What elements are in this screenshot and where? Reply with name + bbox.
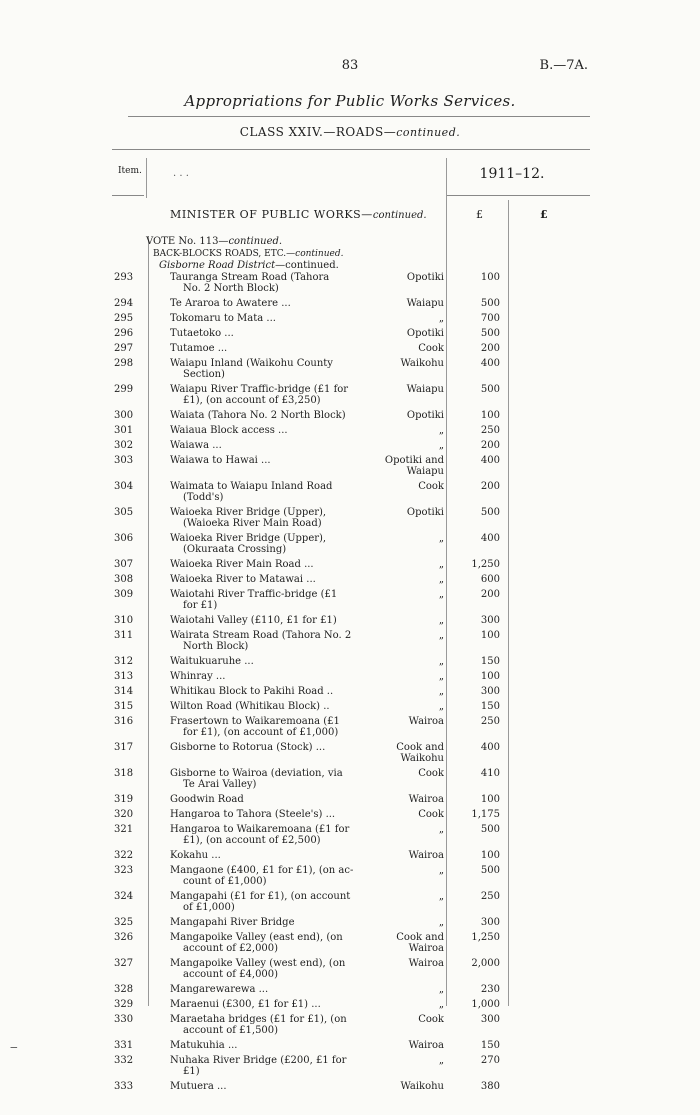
item-description-line: Mangapoike Valley (west end), (on [170,958,346,969]
item-description [170,917,375,928]
item-district [378,272,444,283]
item-number: 327 [114,958,134,969]
item-number: 328 [114,984,134,995]
item-amount: 100 [480,794,500,805]
item-amount: 230 [480,984,500,995]
page-title: Appropriations for Public Works Services. [184,92,516,110]
item-amount: 100 [480,630,500,641]
item-district [378,358,444,369]
item-description [170,455,375,466]
item-number: 314 [114,686,134,697]
item-district [378,671,444,682]
item-district [378,615,444,626]
item-description-line: Waiapu Inland (Waikohu County [170,358,333,369]
item-description-line: Maraetaha bridges (£1 for £1), (on [170,1014,347,1025]
item-column-rule [146,158,147,198]
item-district [378,313,444,324]
item-column-header: Item. [118,166,142,176]
currency-symbol-2: £ [540,208,548,221]
item-district [378,425,444,436]
subvote-heading-main: BACK-BLOCKS ROADS, ETC.— [153,249,296,259]
item-district [378,1014,444,1025]
item-amount: 200 [480,440,500,451]
item-amount: 2,000 [471,958,500,969]
item-amount: 300 [480,1014,500,1025]
item-district [378,794,444,805]
item-description-line: Te Araroa to Awatere ... [170,298,291,309]
item-description-line: Waioeka River Main Road ... [170,559,314,570]
item-description-line: Waioeka River to Matawai ... [170,574,316,585]
item-district-line: Cook [418,768,444,779]
item-number: 296 [114,328,134,339]
item-district [378,630,444,641]
page-number: 83 [341,58,359,73]
item-district-line: „ [438,313,444,324]
item-number: 293 [114,272,134,283]
item-amount: 410 [480,768,500,779]
item-description-continuation: of £1,000) [183,902,235,913]
item-description [170,1014,375,1036]
item-description-line: Waiotahi River Traffic-bridge (£1 [170,589,338,600]
item-description [170,768,375,790]
item-description [170,701,375,712]
district-heading-main: Gisborne Road District [159,260,276,271]
vote-heading-main: VOTE No. 113— [146,236,229,247]
item-amount: 100 [480,850,500,861]
item-district-line: „ [438,686,444,697]
item-description-line: Whitikau Block to Pakihi Road .. [170,686,334,697]
item-number: 333 [114,1081,134,1092]
item-amount: 500 [480,865,500,876]
item-district-line-2: Waikohu [400,753,444,764]
item-description-continuation: £1), (on account of £3,250) [183,395,321,406]
item-description-line: Goodwin Road [170,794,244,805]
item-district [378,455,444,477]
item-amount: 500 [480,384,500,395]
item-description [170,630,375,652]
item-number: 305 [114,507,134,518]
class-heading-continued: continued. [396,126,461,139]
item-description [170,358,375,380]
item-district [378,809,444,820]
item-district-line: „ [438,656,444,667]
item-district [378,410,444,421]
item-district [378,701,444,712]
item-description-continuation: account of £2,000) [183,943,279,954]
item-number: 311 [114,630,134,641]
item-description [170,742,375,753]
item-description-line: Kokahu ... [170,850,221,861]
item-amount: 200 [480,481,500,492]
item-district [378,298,444,309]
item-description-line: Hangaroa to Tahora (Steele's) ... [170,809,336,820]
item-district [378,559,444,570]
item-description-line: Mangapahi River Bridge [170,917,295,928]
item-amount: 500 [480,328,500,339]
amount-column-rule [508,200,509,1006]
item-number: 323 [114,865,134,876]
item-description-line: Mutuera ... [170,1081,227,1092]
item-amount: 100 [480,410,500,421]
item-district [378,984,444,995]
item-amount: 1,250 [471,559,500,570]
item-district [378,574,444,585]
item-description [170,656,375,667]
item-number: 329 [114,999,134,1010]
item-amount: 1,175 [471,809,500,820]
item-description-line: Maraenui (£300, £1 for £1) ... [170,999,321,1010]
item-description-line: Mangarewarewa ... [170,984,269,995]
item-district [378,533,444,544]
item-district [378,656,444,667]
item-amount: 200 [480,589,500,600]
item-district-line: Wairoa [408,1040,444,1051]
item-number: 297 [114,343,134,354]
item-district [378,1055,444,1066]
item-number: 304 [114,481,134,492]
item-description [170,481,375,503]
district-heading [159,260,339,272]
item-amount: 150 [480,701,500,712]
item-description-continuation: (Todd's) [183,492,224,503]
item-district-line: Cook [418,343,444,354]
item-description [170,1055,375,1077]
class-rule [112,149,590,150]
item-description-continuation: Section) [183,369,225,380]
item-description-line: Waiawa ... [170,440,222,451]
item-description-line: Tokomaru to Mata ... [170,313,276,324]
item-amount: 500 [480,298,500,309]
item-description [170,272,375,294]
item-district-line: Cook and [396,742,444,753]
item-description [170,1081,375,1092]
item-description [170,440,375,451]
item-district [378,850,444,861]
item-description-line: Gisborne to Wairoa (deviation, via [170,768,343,779]
item-amount: 400 [480,533,500,544]
item-description-continuation: North Block) [183,641,249,652]
item-description-line: Waiapu River Traffic-bridge (£1 for [170,384,349,395]
item-description [170,328,375,339]
minister-heading-main: MINISTER OF PUBLIC WORKS— [170,208,373,221]
item-description-line: Waioeka River Bridge (Upper), [170,507,327,518]
item-district-line: „ [438,671,444,682]
item-district-line: „ [438,865,444,876]
item-number: 313 [114,671,134,682]
item-number: 325 [114,917,134,928]
item-district-line: Waikohu [400,1081,444,1092]
item-district [378,589,444,600]
item-number: 322 [114,850,134,861]
item-number: 330 [114,1014,134,1025]
item-district [378,343,444,354]
item-description-continuation: for £1) [183,600,218,611]
item-number: 312 [114,656,134,667]
item-district-line: Wairoa [408,794,444,805]
item-district [378,865,444,876]
item-district-line: Opotiki [406,410,444,421]
item-description [170,574,375,585]
item-district [378,932,444,954]
item-number: 324 [114,891,134,902]
item-district-line: Opotiki [406,272,444,283]
item-description [170,850,375,861]
item-number: 319 [114,794,134,805]
class-heading [0,125,700,139]
item-description-line: Tutamoe ... [170,343,228,354]
item-number: 332 [114,1055,134,1066]
item-district-line: Waikohu [400,358,444,369]
item-description-continuation: (Waioeka River Main Road) [183,518,322,529]
item-description [170,298,375,309]
item-amount: 300 [480,615,500,626]
item-number: 317 [114,742,134,753]
item-district-line: „ [438,425,444,436]
item-description [170,984,375,995]
item-amount: 600 [480,574,500,585]
item-amount: 200 [480,343,500,354]
item-district [378,440,444,451]
item-district [378,384,444,395]
item-district-line: „ [438,574,444,585]
item-amount: 250 [480,425,500,436]
item-district-line: „ [438,440,444,451]
item-description-continuation: £1) [183,1066,200,1077]
item-amount: 150 [480,656,500,667]
item-amount: 250 [480,716,500,727]
item-description [170,384,375,406]
item-description-line: Nuhaka River Bridge (£200, £1 for [170,1055,347,1066]
item-description [170,410,375,421]
item-description [170,559,375,570]
item-description-line: Gisborne to Rotorua (Stock) ... [170,742,326,753]
item-district-line: „ [438,630,444,641]
item-number: 331 [114,1040,134,1051]
item-number: 309 [114,589,134,600]
item-district-line: Waiapu [406,384,444,395]
vote-heading-continued: continued. [228,236,283,247]
item-district-line: Wairoa [408,716,444,727]
margin-mark: ‒ [10,1040,18,1054]
item-district-line: Opotiki [406,328,444,339]
item-number: 321 [114,824,134,835]
item-district [378,824,444,835]
item-description-line: Waiawa to Hawai ... [170,455,271,466]
header-bottom-rule-right [446,195,590,196]
year-column-header: 1911–12. [479,166,545,182]
item-description [170,671,375,682]
item-description-line: Mangaone (£400, £1 for £1), (on ac- [170,865,354,876]
item-description-line: Tauranga Stream Road (Tahora [170,272,330,283]
item-description [170,809,375,820]
item-district-line: „ [438,533,444,544]
item-district-line: Cook and [396,932,444,943]
item-description-continuation: for £1), (on account of £1,000) [183,727,339,738]
item-amount: 500 [480,824,500,835]
item-description-line: Wairata Stream Road (Tahora No. 2 [170,630,352,641]
minister-heading-continued: continued. [372,210,427,221]
item-amount: 1,250 [471,932,500,943]
item-district-line: „ [438,589,444,600]
item-amount: 500 [480,507,500,518]
item-description-line: Waiotahi Valley (£110, £1 for £1) [170,615,337,626]
item-description [170,932,375,954]
item-district [378,917,444,928]
item-description [170,615,375,626]
item-district-line: Cook [418,1014,444,1025]
item-district-line-2: Wairoa [408,943,444,954]
item-description-line: Waitukuaruhe ... [170,656,254,667]
item-district-line: „ [438,984,444,995]
item-district-line: Waiapu [406,298,444,309]
item-description-line: Waiaua Block access ... [170,425,288,436]
item-number: 316 [114,716,134,727]
item-description [170,686,375,697]
item-amount: 380 [480,1081,500,1092]
item-district [378,716,444,727]
item-district-line: „ [438,999,444,1010]
item-description-line: Mangapoike Valley (east end), (on [170,932,343,943]
item-description-line: Matukuhia ... [170,1040,238,1051]
item-district-line: „ [438,615,444,626]
item-amount: 100 [480,272,500,283]
item-description [170,1040,375,1051]
item-number: 299 [114,384,134,395]
item-district-line: „ [438,824,444,835]
header-bottom-rule [112,195,144,196]
item-number: 303 [114,455,134,466]
item-district-line: Cook [418,481,444,492]
item-description [170,865,375,887]
subvote-heading [153,248,343,260]
item-district-line: „ [438,1055,444,1066]
item-amount: 400 [480,358,500,369]
item-district [378,686,444,697]
header-filler-dots: . . . [173,168,189,179]
item-description [170,425,375,436]
item-number: 294 [114,298,134,309]
item-description [170,507,375,529]
item-amount: 1,000 [471,999,500,1010]
item-description [170,824,375,846]
item-amount: 270 [480,1055,500,1066]
title-rule [128,116,590,117]
item-district-line: „ [438,917,444,928]
currency-symbol-1: £ [476,208,483,221]
item-number: 298 [114,358,134,369]
item-description [170,999,375,1010]
item-district [378,891,444,902]
item-amount: 150 [480,1040,500,1051]
item-amount: 700 [480,313,500,324]
item-description-continuation: account of £4,000) [183,969,279,980]
item-district [378,958,444,969]
item-description-line: Mangapahi (£1 for £1), (on account [170,891,351,902]
item-number-rule [148,236,149,1006]
item-number: 307 [114,559,134,570]
class-heading-main: CLASS XXIV.—ROADS— [239,125,397,139]
item-number: 320 [114,809,134,820]
item-number: 300 [114,410,134,421]
item-amount: 400 [480,742,500,753]
item-description-continuation: count of £1,000) [183,876,267,887]
item-amount: 400 [480,455,500,466]
item-description-continuation: (Okuraata Crossing) [183,544,287,555]
item-number: 318 [114,768,134,779]
item-district [378,481,444,492]
item-description [170,891,375,913]
item-description-continuation: Te Arai Valley) [183,779,257,790]
district-heading-continued: —continued. [275,260,339,271]
item-district [378,768,444,779]
item-description [170,794,375,805]
item-amount: 100 [480,671,500,682]
item-district-line: „ [438,891,444,902]
item-district [378,328,444,339]
item-description-line: Wilton Road (Whitikau Block) .. [170,701,330,712]
item-district-line: Wairoa [408,958,444,969]
item-description-continuation: No. 2 North Block) [183,283,279,294]
item-description [170,343,375,354]
minister-heading [170,208,427,221]
item-description-line: Hangaroa to Waikaremoana (£1 for [170,824,350,835]
item-description [170,716,375,738]
item-amount: 300 [480,917,500,928]
item-district-line: „ [438,701,444,712]
item-amount: 300 [480,686,500,697]
item-number: 308 [114,574,134,585]
item-number: 301 [114,425,134,436]
item-description-line: Frasertown to Waikaremoana (£1 [170,716,340,727]
item-district [378,742,444,764]
item-district-line: Opotiki [406,507,444,518]
item-description-line: Tutaetoko ... [170,328,234,339]
item-description-line: Waiata (Tahora No. 2 North Block) [170,410,346,421]
item-number: 302 [114,440,134,451]
item-description-continuation: account of £1,500) [183,1025,279,1036]
item-district-line: Opotiki and [384,455,444,466]
item-description-line: Waioeka River Bridge (Upper), [170,533,327,544]
item-description-continuation: £1), (on account of £2,500) [183,835,321,846]
item-description [170,313,375,324]
item-number: 306 [114,533,134,544]
item-district-line: Wairoa [408,850,444,861]
item-description [170,958,375,980]
item-description-line: Whinray ... [170,671,226,682]
document-reference: B.—7A. [539,58,588,73]
subvote-heading-continued: continued. [295,249,344,259]
item-number: 315 [114,701,134,712]
item-number: 326 [114,932,134,943]
item-amount: 250 [480,891,500,902]
item-district [378,999,444,1010]
vote-heading [146,236,282,248]
item-description [170,533,375,555]
item-district-line: Cook [418,809,444,820]
item-number: 310 [114,615,134,626]
item-district [378,507,444,518]
item-district-line-2: Waiapu [406,466,444,477]
item-description-line: Waimata to Waiapu Inland Road [170,481,333,492]
item-district [378,1040,444,1051]
year-column-rule [446,158,447,1006]
item-district [378,1081,444,1092]
item-number: 295 [114,313,134,324]
item-description [170,589,375,611]
item-district-line: „ [438,559,444,570]
